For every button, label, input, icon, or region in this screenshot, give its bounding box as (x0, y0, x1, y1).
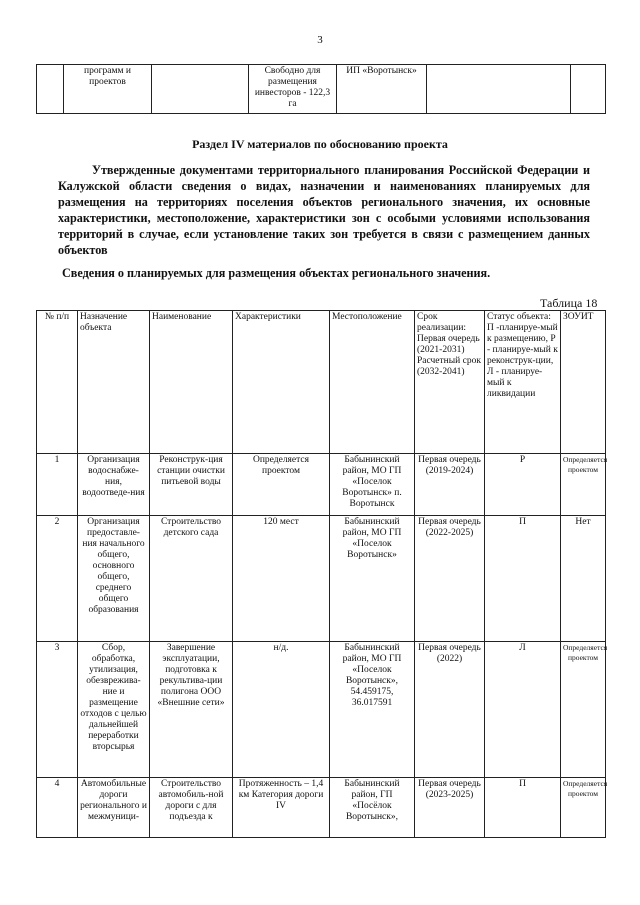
table-cell: Автомобильные дороги регионального и межмуници- (78, 778, 150, 838)
column-header: Характеристики (233, 311, 330, 454)
regional-objects-table (36, 310, 606, 838)
table-cell: Сбор, обработка, утилизация, обезврежива-ние и размещение отходов с целью дальнейшей переработки вторсырья (78, 642, 150, 778)
table-cell: Бабынинский район, МО ГП «Поселок Воротынск», 54.459175, 36.017591 (330, 642, 415, 778)
table-cell: ИП «Воротынск» (337, 65, 427, 114)
table-label: Таблица 18 (540, 296, 598, 310)
table-cell: 4 (37, 778, 78, 838)
table-cell: Определяется проектом (561, 778, 606, 838)
table-cell: 1 (37, 454, 78, 516)
table-cell: Свободно для размещения инвесторов - 122,3 га (249, 65, 337, 114)
table-cell (152, 65, 249, 114)
table-cell: Л (485, 642, 561, 778)
column-header: № п/п (37, 311, 78, 454)
column-header: Срок реализации: Первая очередь (2021-2031) Расчетный срок (2032-2041) (415, 311, 485, 454)
table-cell: Р (485, 454, 561, 516)
table-cell: П (485, 778, 561, 838)
table-row (37, 454, 606, 516)
column-header: Наименование (150, 311, 233, 454)
column-header: Назначение объекта (78, 311, 150, 454)
table-header-row (37, 311, 606, 454)
table-subtitle: Сведения о планируемых для размещения объектах регионального значения. (62, 266, 491, 280)
table-cell: П (485, 516, 561, 642)
table-cell: Первая очередь (2019-2024) (415, 454, 485, 516)
table-row (37, 778, 606, 838)
section-title: Раздел IV материалов по обоснованию проекта (192, 137, 448, 151)
table-cell: Организация предоставле-ния начального общего, основного общего, среднего общего образования (78, 516, 150, 642)
column-header: Статус объекта: П -планируе-мый к размещению, Р - планируе-мый к реконструк-ции, Л - планируе-мый к ликвидации (485, 311, 561, 454)
table-cell: Завершение эксплуатации, подготовка к рекультива-ции полигона ООО «Внешние сети» (150, 642, 233, 778)
table-cell: Первая очередь (2023-2025) (415, 778, 485, 838)
table-cell: Определяется проектом (561, 642, 606, 778)
intro-paragraph: Утвержденные документами территориального планирования Российской Федерации и Калужской области сведения о видах, назначении и наименованиях планируемых для размещения на территориях поселения объектов регионального значения, их основные характеристики, местоположение, характеристики зон с особыми условиями использования территорий в случае, если установление таких зон требуется в связи с размещением данных объектов (58, 163, 590, 257)
table-cell: 3 (37, 642, 78, 778)
table-row (37, 65, 606, 114)
table-cell: н/д. (233, 642, 330, 778)
table-cell: Первая очередь (2022) (415, 642, 485, 778)
table-cell: Протяженность – 1,4 км Категория дороги IV (233, 778, 330, 838)
table-cell (37, 65, 64, 114)
table-cell: Нет (561, 516, 606, 642)
table-row (37, 516, 606, 642)
table-cell: Строительство автомобиль-ной дороги с для подъезда к (150, 778, 233, 838)
table-cell: Бабынинский район, МО ГП «Поселок Воротынск» п. Воротынск (330, 454, 415, 516)
table-cell: программ и проектов (64, 65, 152, 114)
table-cell: Бабынинский район, ГП «Посёлок Воротынск», (330, 778, 415, 838)
table-cell (571, 65, 606, 114)
continuation-table (36, 64, 606, 114)
column-header: Местоположение (330, 311, 415, 454)
table-cell: Определяется проектом (561, 454, 606, 516)
table-cell: Строительство детского сада (150, 516, 233, 642)
table-cell: Организация водоснабже-ния, водоотведе-ния (78, 454, 150, 516)
table-cell: 2 (37, 516, 78, 642)
table-cell: Первая очередь (2022-2025) (415, 516, 485, 642)
table-cell: Бабынинский район, МО ГП «Поселок Воротынск» (330, 516, 415, 642)
table-cell (427, 65, 571, 114)
table-cell: Определяется проектом (233, 454, 330, 516)
table-cell: Реконструк-ция станции очистки питьевой воды (150, 454, 233, 516)
table-row (37, 642, 606, 778)
table-cell: 120 мест (233, 516, 330, 642)
column-header: ЗОУИТ (561, 311, 606, 454)
page-number: 3 (317, 34, 323, 46)
